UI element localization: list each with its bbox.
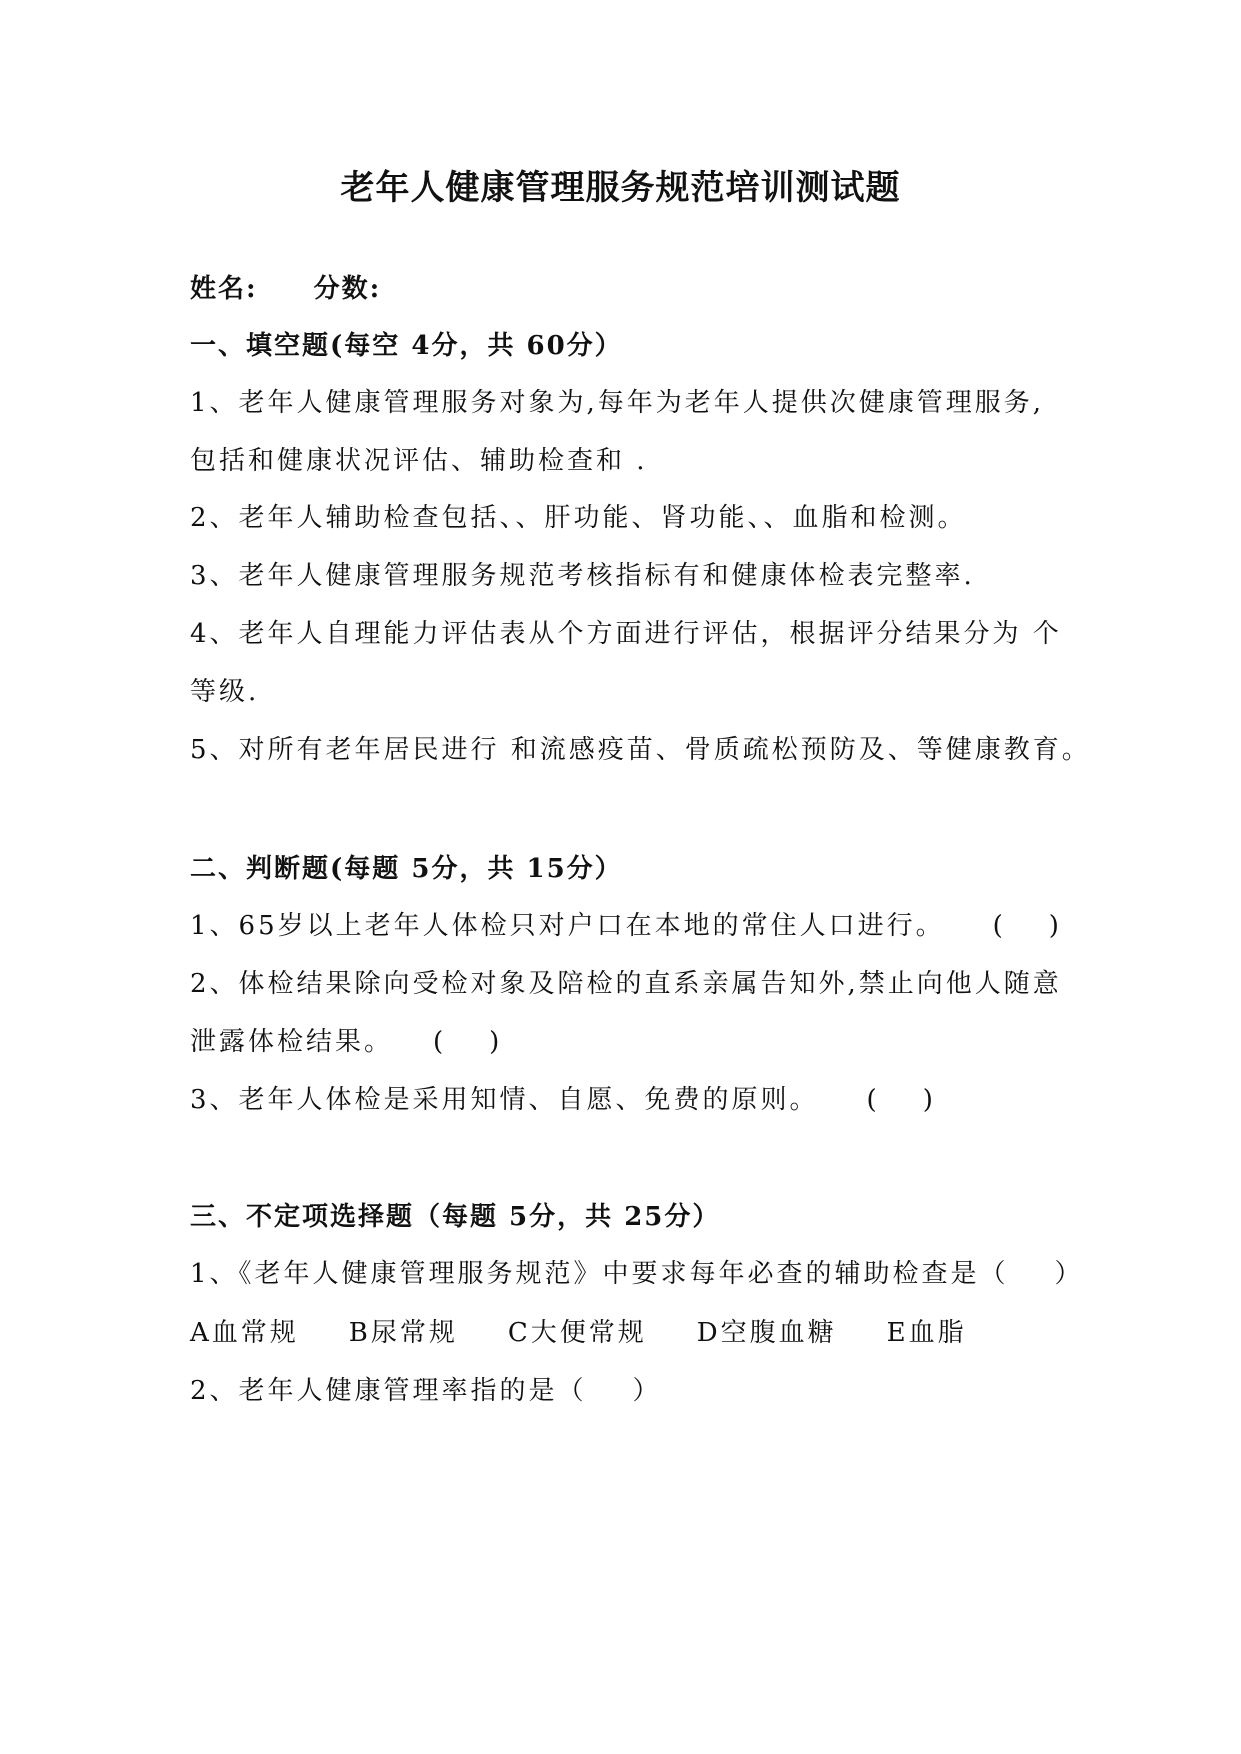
option-b[interactable]: B尿常规: [348, 1318, 458, 1348]
section2-heading: 二、判断题(每题 5分，共 15分）: [190, 854, 623, 884]
section2-question-2-line2: [190, 1021, 499, 1058]
section1-line: 包括和健康状况评估、辅助检查和 .: [190, 446, 648, 476]
section3-question-1: 1、《老年人健康管理服务规范》中要求每年必查的辅助检查是（ ）: [190, 1259, 1084, 1289]
question-text: 3、老年人体检是采用知情、自愿、免费的原则。: [190, 1085, 819, 1115]
section1-line: 3、老年人健康管理服务规范考核指标有和健康体检表完整率.: [190, 561, 975, 591]
name-label: 姓名:: [190, 274, 258, 304]
answer-blank[interactable]: ( ): [866, 1085, 933, 1115]
score-label: 分数:: [313, 274, 382, 304]
section2-question-1: [190, 905, 1059, 942]
section3-heading: 三、不定项选择题（每题 5分，共 25分）: [190, 1202, 721, 1232]
section1-line: 1、老年人健康管理服务对象为,每年为老年人提供次健康管理服务,: [190, 388, 1045, 418]
section1-line: 5、对所有老年居民进行 和流感疫苗、骨质疏松预防及、等健康教育。: [190, 735, 1091, 765]
question-text: 1、《老年人健康管理服务规范》中要求每年必查的辅助检查是（: [190, 1259, 1009, 1289]
question-text: 泄露体检结果。: [190, 1027, 394, 1057]
section2-question-3: [190, 1079, 933, 1116]
section2-question-2-line1: 2、体检结果除向受检对象及陪检的直系亲属告知外,禁止向他人随意: [190, 969, 1062, 999]
answer-blank[interactable]: ( ): [433, 1027, 500, 1057]
question-text: 2、老年人健康管理率指的是（: [190, 1376, 587, 1406]
document-title: 老年人健康管理服务规范培训测试题: [340, 168, 901, 208]
option-e[interactable]: E血脂: [886, 1318, 967, 1348]
option-c[interactable]: C大便常规: [507, 1318, 647, 1348]
section1-line: 等级.: [190, 677, 260, 707]
section1-heading: 一、填空题(每空 4分，共 60分）: [190, 331, 623, 361]
section1-line: 4、老年人自理能力评估表从个方面进行评估，根据评分结果分为 个: [190, 619, 1062, 649]
section3-question-2: 2、老年人健康管理率指的是（ ）: [190, 1376, 662, 1406]
question-text: 1、65岁以上老年人体检只对户口在本地的常住人口进行。: [190, 911, 945, 941]
name-score-line: [190, 268, 381, 305]
section1-line: 2、老年人辅助检查包括、、肝功能、肾功能、、血脂和检测。: [190, 503, 967, 533]
option-d[interactable]: D空腹血糖: [696, 1318, 837, 1348]
answer-blank[interactable]: ( ): [992, 911, 1059, 941]
section3-options: [190, 1312, 1017, 1349]
option-a[interactable]: A血常规: [190, 1318, 299, 1348]
